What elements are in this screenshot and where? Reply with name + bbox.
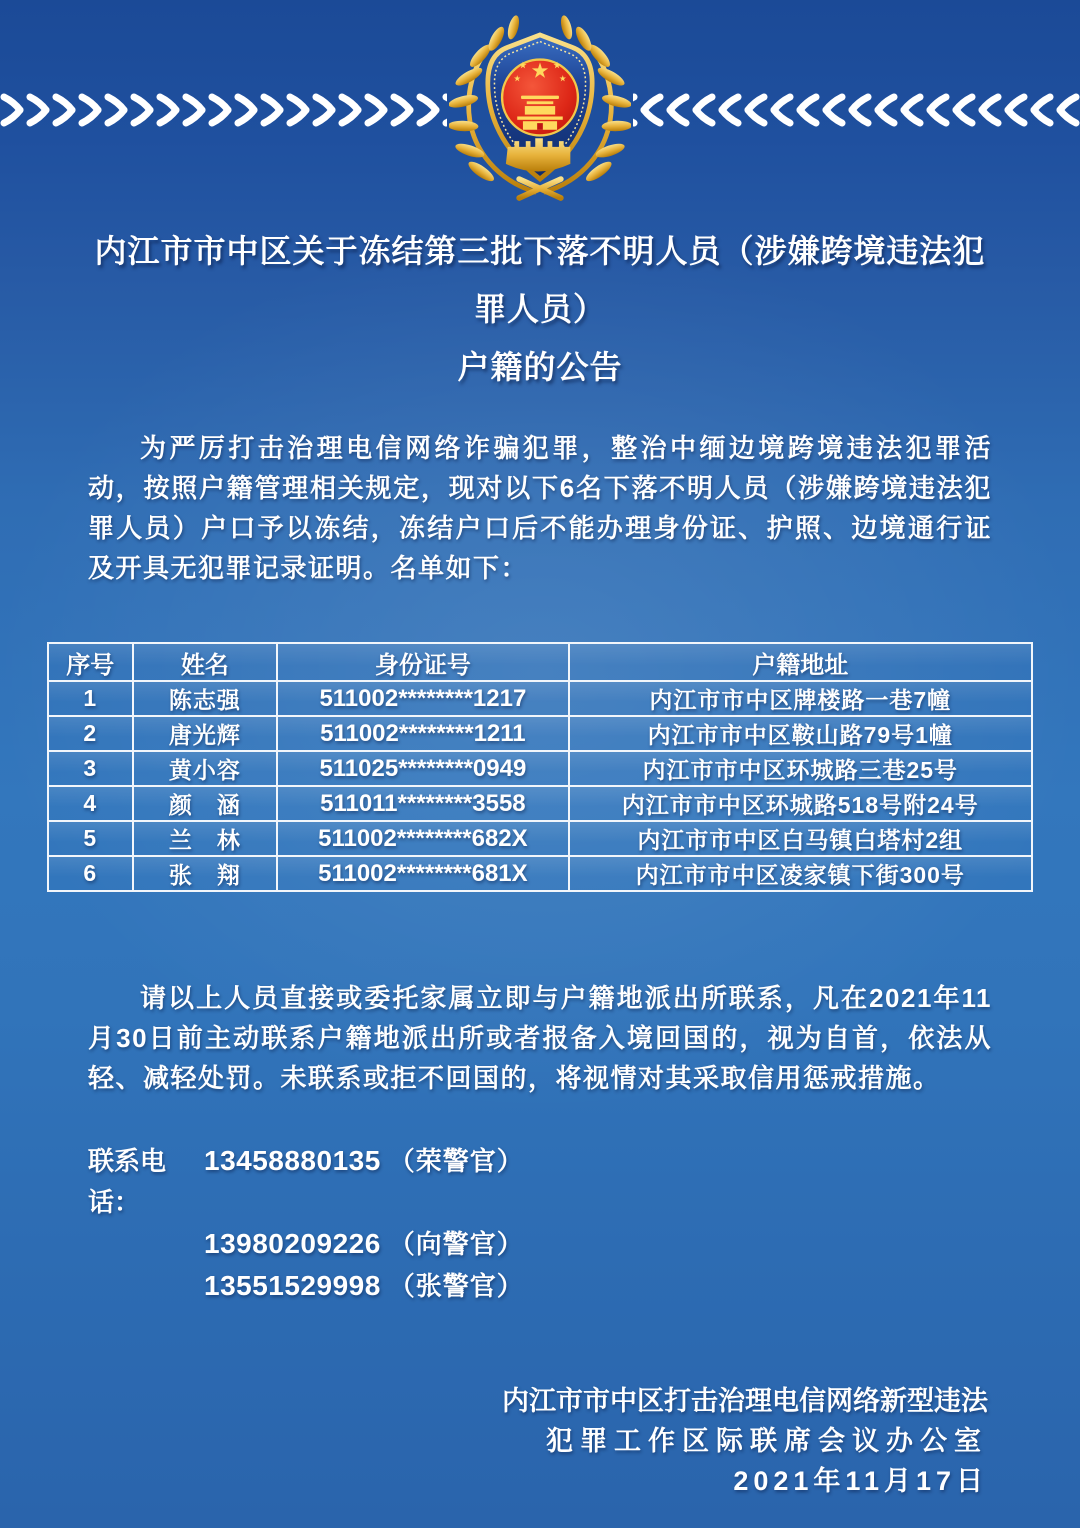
phone-number: 13551529998 bbox=[204, 1270, 381, 1301]
signature-line-1: 内江市市中区打击治理电信网络新型违法 bbox=[502, 1386, 988, 1416]
table-cell: 3 bbox=[48, 751, 133, 786]
title-line-2: 户籍的公告 bbox=[457, 349, 623, 385]
table-cell: 颜 涵 bbox=[133, 786, 278, 821]
table-body bbox=[48, 681, 1032, 891]
header-cell-id: 身份证号 bbox=[277, 643, 568, 681]
header-cell-address: 户籍地址 bbox=[569, 643, 1033, 681]
officer-name: （向警官） bbox=[388, 1229, 524, 1259]
table-cell: 6 bbox=[48, 856, 133, 891]
table-cell: 5 bbox=[48, 821, 133, 856]
page-title bbox=[88, 222, 992, 396]
table-cell: 内江市市中区环城路518号附24号 bbox=[569, 786, 1033, 821]
title-line-1: 内江市市中区关于冻结第三批下落不明人员（涉嫌跨境违法犯罪人员） bbox=[94, 233, 986, 327]
table-row bbox=[48, 681, 1032, 716]
table-cell: 黄小容 bbox=[133, 751, 278, 786]
table-cell: 511002********1217 bbox=[277, 681, 568, 716]
table-cell: 2 bbox=[48, 716, 133, 751]
table-cell: 511002********681X bbox=[277, 856, 568, 891]
phone-number: 13458880135 bbox=[204, 1145, 381, 1176]
contact-block bbox=[88, 1140, 992, 1307]
table-cell: 张 翔 bbox=[133, 856, 278, 891]
table-cell: 内江市市中区凌家镇下街300号 bbox=[569, 856, 1033, 891]
header-cell-name: 姓名 bbox=[133, 643, 278, 681]
phone-number: 13980209226 bbox=[204, 1228, 381, 1259]
table-cell: 4 bbox=[48, 786, 133, 821]
table-cell: 陈志强 bbox=[133, 681, 278, 716]
frozen-persons-table bbox=[47, 642, 1033, 892]
table-row bbox=[48, 786, 1032, 821]
table-cell: 内江市市中区牌楼路一巷7幢 bbox=[569, 681, 1033, 716]
table-row bbox=[48, 716, 1032, 751]
table-row bbox=[48, 751, 1032, 786]
contact-line bbox=[88, 1223, 992, 1265]
table-cell: 内江市市中区白马镇白塔村2组 bbox=[569, 821, 1033, 856]
contact-label: 联系电话： bbox=[88, 1146, 167, 1217]
notice-paragraph: 请以上人员直接或委托家属立即与户籍地派出所联系，凡在2021年11月30日前主动联系户籍地派出所或者报备入境回国的，视为自首，依法从轻、减轻处罚。未联系或拒不回国的，将视情对其采取信用惩戒措施。 bbox=[88, 983, 992, 1093]
officer-name: （张警官） bbox=[388, 1271, 524, 1301]
table-cell: 兰 林 bbox=[133, 821, 278, 856]
header-cell-index: 序号 bbox=[48, 643, 133, 681]
officer-name: （荣警官） bbox=[388, 1146, 524, 1176]
intro-paragraph: 为严厉打击治理电信网络诈骗犯罪，整治中缅边境跨境违法犯罪活动，按照户籍管理相关规定，现对以下6名下落不明人员（涉嫌跨境违法犯罪人员）户口予以冻结，冻结户口后不能办理身份证、护照、边境通行证及开具无犯罪记录证明。名单如下： bbox=[88, 433, 992, 583]
table-cell: 唐光辉 bbox=[133, 716, 278, 751]
contact-line bbox=[88, 1265, 992, 1307]
table-cell: 511011********3558 bbox=[277, 786, 568, 821]
contact-line bbox=[88, 1140, 992, 1223]
table-cell: 内江市市中区环城路三巷25号 bbox=[569, 751, 1033, 786]
table-row bbox=[48, 821, 1032, 856]
table-header-row bbox=[48, 643, 1032, 681]
table-row bbox=[48, 856, 1032, 891]
signature-block bbox=[88, 1381, 992, 1501]
signature-line-2: 犯罪工作区际联席会议办公室 bbox=[546, 1426, 988, 1456]
table-cell: 511025********0949 bbox=[277, 751, 568, 786]
table-cell: 511002********682X bbox=[277, 821, 568, 856]
table-cell: 511002********1211 bbox=[277, 716, 568, 751]
table-cell: 1 bbox=[48, 681, 133, 716]
signature-date: 2021年11月17日 bbox=[733, 1466, 988, 1496]
table-cell: 内江市市中区鞍山路79号1幢 bbox=[569, 716, 1033, 751]
